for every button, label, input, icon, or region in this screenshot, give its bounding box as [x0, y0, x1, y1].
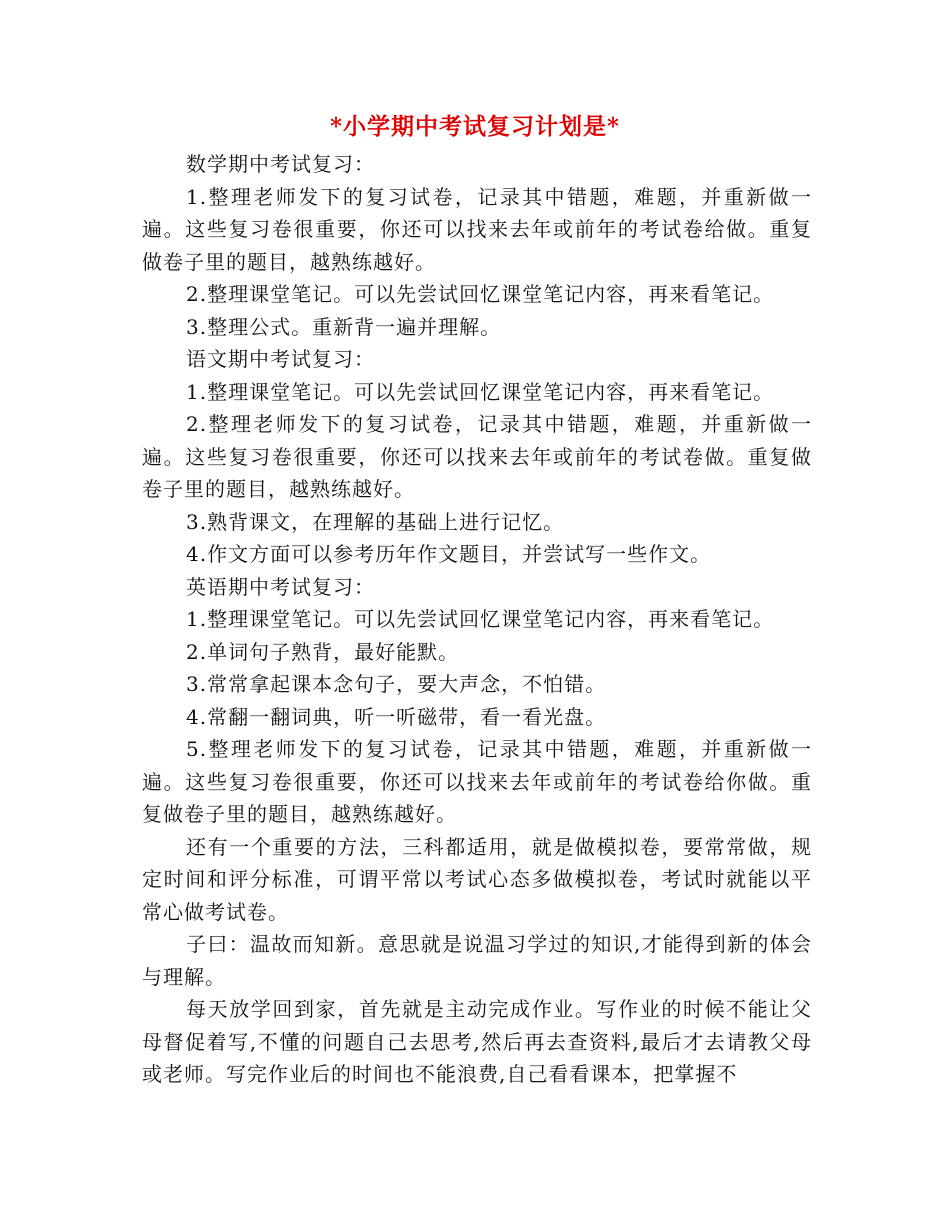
paragraph: 1.整理课堂笔记。可以先尝试回忆课堂笔记内容，再来看笔记。	[186, 379, 775, 404]
document-title: *小学期中考试复习计划是*	[329, 113, 621, 140]
document-body	[142, 148, 812, 1091]
section-heading-math: 数学期中考试复习：	[186, 152, 375, 176]
paragraph: 4.常翻一翻词典，听一听磁带，看一看光盘。	[186, 704, 607, 729]
paragraph: 4.作文方面可以参考历年作文题目，并尝试写一些作文。	[186, 542, 712, 566]
paragraph: 5.整理老师发下的复习试卷，记录其中错题，难题，并重新做一遍。这些复习卷很重要，你还可以找来去年或前年的考试卷给你做。重复做卷子里的题目，越熟练越好。	[142, 737, 812, 826]
paragraph: 每天放学回到家，首先就是主动完成作业。写作业的时候不能让父母督促着写,不懂的问题自己去思考,然后再去查资料,最后才去请教父母或老师。写完作业后的时间也不能浪费,自己看看课本，把掌握不	[142, 997, 812, 1086]
paragraph: 1.整理课堂笔记。可以先尝试回忆课堂笔记内容，再来看笔记。	[186, 607, 775, 631]
section-heading-chinese: 语文期中考试复习：	[186, 347, 375, 371]
paragraph: 3.常常拿起课本念句子，要大声念，不怕错。	[186, 672, 607, 696]
paragraph: 2.单词句子熟背，最好能默。	[186, 639, 460, 664]
paragraph: 1.整理老师发下的复习试卷，记录其中错题，难题，并重新做一遍。这些复习卷很重要，你还可以找来去年或前年的考试卷给做。重复做卷子里的题目，越熟练越好。	[142, 184, 812, 274]
paragraph: 3.整理公式。重新背一遍并理解。	[186, 314, 502, 339]
paragraph: 还有一个重要的方法，三科都适用，就是做模拟卷，要常常做，规定时间和评分标准，可谓平常以考试心态多做模拟卷，考试时就能以平常心做考试卷。	[142, 834, 812, 924]
paragraph: 子曰：温故而知新。意思就是说温习学过的知识,才能得到新的体会与理解。	[142, 932, 812, 989]
paragraph: 3.熟背课文，在理解的基础上进行记忆。	[186, 509, 565, 534]
section-heading-english: 英语期中考试复习：	[186, 574, 375, 599]
paragraph: 2.整理老师发下的复习试卷，记录其中错题，难题，并重新做一遍。这些复习卷很重要，你还可以找来去年或前年的考试卷做。重复做卷子里的题目，越熟练越好。	[142, 412, 812, 501]
paragraph: 2.整理课堂笔记。可以先尝试回忆课堂笔记内容，再来看笔记。	[186, 282, 775, 306]
